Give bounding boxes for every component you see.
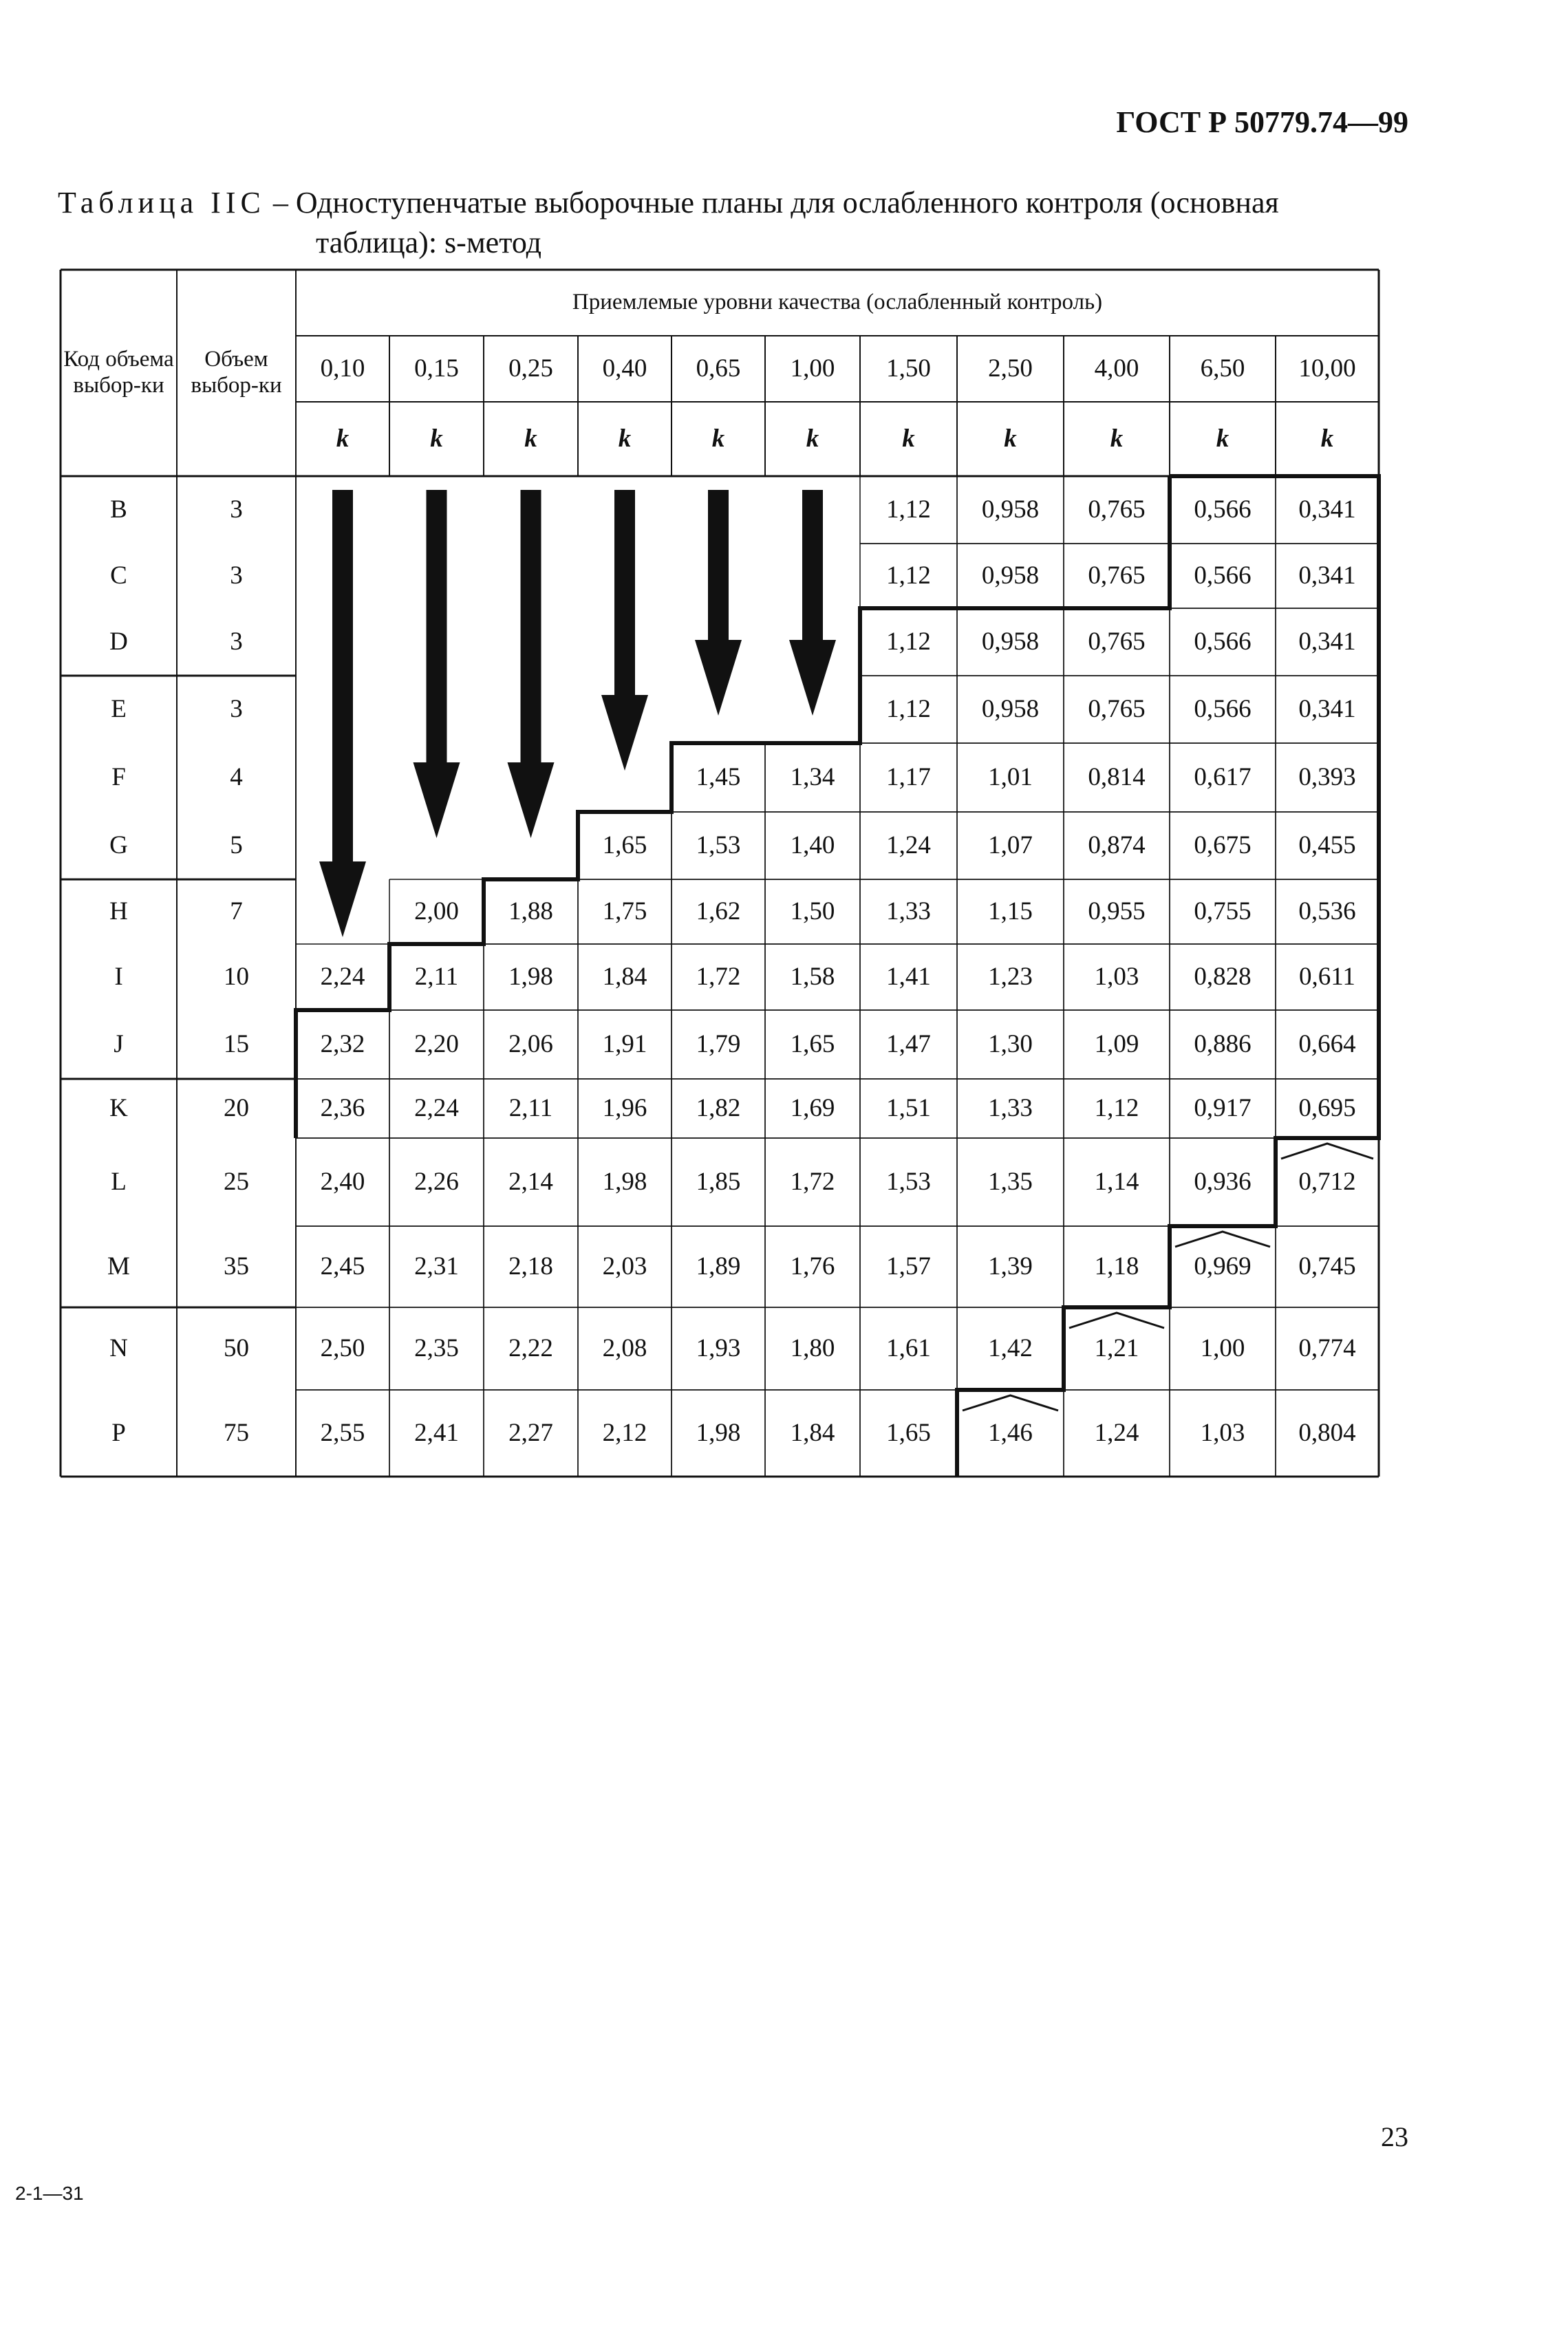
k-value: 2,24: [414, 1093, 459, 1122]
k-value: 0,712: [1298, 1167, 1356, 1196]
row-sample-size: 50: [224, 1333, 249, 1362]
k-value: 0,566: [1194, 495, 1252, 524]
row-sample-size: 20: [224, 1093, 249, 1122]
down-arrow-head: [508, 762, 555, 838]
k-value: 1,93: [696, 1333, 741, 1362]
k-value: 1,50: [790, 897, 835, 925]
row-code: G: [109, 830, 128, 859]
k-value: 1,98: [696, 1418, 741, 1447]
row-code: P: [111, 1418, 126, 1447]
k-value: 2,22: [508, 1333, 553, 1362]
aql-header: 0,10: [320, 354, 365, 383]
k-value: 0,341: [1298, 694, 1356, 723]
k-value: 0,566: [1194, 561, 1252, 590]
row-code: J: [114, 1029, 124, 1058]
k-header: k: [336, 424, 350, 453]
aql-header: 0,40: [602, 354, 647, 383]
k-value: 2,18: [508, 1252, 553, 1280]
k-value: 1,51: [886, 1093, 931, 1122]
k-header: k: [430, 424, 443, 453]
k-value: 0,611: [1299, 962, 1355, 991]
page-number: 23: [1381, 2121, 1408, 2152]
row-code: M: [107, 1252, 130, 1280]
row-code: B: [110, 495, 127, 524]
k-value: 1,75: [602, 897, 647, 925]
k-value: 0,955: [1088, 897, 1146, 925]
k-value: 2,03: [602, 1252, 647, 1280]
k-value: 1,88: [508, 897, 553, 925]
down-arrow-shaft: [521, 490, 541, 762]
k-value: 1,65: [790, 1029, 835, 1058]
row-code: L: [111, 1167, 127, 1196]
print-signature: 2-1—31: [15, 2183, 84, 2204]
row-sample-size: 7: [230, 897, 243, 925]
k-value: 1,12: [886, 561, 931, 590]
k-value: 0,745: [1298, 1252, 1356, 1280]
k-value: 0,765: [1088, 627, 1146, 656]
k-value: 1,18: [1094, 1252, 1139, 1280]
k-value: 1,40: [790, 830, 835, 859]
k-value: 0,917: [1194, 1093, 1252, 1122]
k-value: 0,804: [1298, 1418, 1356, 1447]
k-value: 1,98: [508, 962, 553, 991]
down-arrow-head: [789, 640, 836, 716]
k-value: 2,31: [414, 1252, 459, 1280]
k-value: 2,32: [320, 1029, 365, 1058]
k-value: 1,84: [790, 1418, 835, 1447]
down-arrow-shaft: [332, 490, 353, 861]
k-value: 2,27: [508, 1418, 553, 1447]
k-value: 0,675: [1194, 830, 1252, 859]
k-value: 1,91: [602, 1029, 647, 1058]
k-value: 1,62: [696, 897, 741, 925]
k-header: k: [1004, 424, 1017, 453]
header-sample-size: Объем выбор-ки: [191, 347, 282, 398]
k-value: 2,12: [602, 1418, 647, 1447]
standard-number: ГОСТ Р 50779.74—99: [1116, 105, 1408, 139]
row-sample-size: 3: [230, 561, 243, 590]
down-arrow-shaft: [708, 490, 729, 640]
k-value: 1,00: [1200, 1333, 1245, 1362]
k-value: 1,82: [696, 1093, 741, 1122]
k-value: 0,341: [1298, 627, 1356, 656]
k-value: 1,30: [988, 1029, 1033, 1058]
k-value: 1,45: [696, 762, 741, 791]
k-value: 1,85: [696, 1167, 741, 1196]
k-value: 1,03: [1094, 962, 1139, 991]
k-value: 0,455: [1298, 830, 1356, 859]
k-value: 0,536: [1298, 897, 1356, 925]
k-value: 1,89: [696, 1252, 741, 1280]
aql-header: 1,50: [886, 354, 931, 383]
row-sample-size: 3: [230, 627, 243, 656]
k-value: 1,72: [790, 1167, 835, 1196]
k-value: 1,84: [602, 962, 647, 991]
k-value: 1,76: [790, 1252, 835, 1280]
k-value: 0,765: [1088, 495, 1146, 524]
row-code: E: [111, 694, 127, 723]
k-value: 0,393: [1298, 762, 1356, 791]
k-value: 0,617: [1194, 762, 1252, 791]
k-value: 1,79: [696, 1029, 741, 1058]
k-value: 2,20: [414, 1029, 459, 1058]
down-arrow-head: [414, 762, 460, 838]
k-value: 2,55: [320, 1418, 365, 1447]
k-value: 1,72: [696, 962, 741, 991]
k-value: 1,03: [1200, 1418, 1245, 1447]
k-value: 1,33: [886, 897, 931, 925]
aql-header: 10,00: [1298, 354, 1356, 383]
k-value: 2,41: [414, 1418, 459, 1447]
k-value: 1,17: [886, 762, 931, 791]
k-value: 1,24: [1094, 1418, 1139, 1447]
k-value: 2,11: [508, 1093, 553, 1122]
k-value: 0,765: [1088, 561, 1146, 590]
k-value: 0,886: [1194, 1029, 1252, 1058]
k-value: 1,23: [988, 962, 1033, 991]
k-value: 1,47: [886, 1029, 931, 1058]
down-arrow-shaft: [614, 490, 635, 695]
k-value: 2,26: [414, 1167, 459, 1196]
k-header: k: [806, 424, 819, 453]
k-value: 1,42: [988, 1333, 1033, 1362]
k-value: 2,11: [414, 962, 459, 991]
k-value: 1,96: [602, 1093, 647, 1122]
k-value: 1,01: [988, 762, 1033, 791]
k-value: 2,36: [320, 1093, 365, 1122]
row-sample-size: 3: [230, 495, 243, 524]
k-value: 1,15: [988, 897, 1033, 925]
k-value: 2,00: [414, 897, 459, 925]
header-aql-group: Приемлемые уровни качества (ослабленный контроль): [572, 290, 1103, 315]
k-value: 0,695: [1298, 1093, 1356, 1122]
k-value: 0,755: [1194, 897, 1252, 925]
aql-header: 0,65: [696, 354, 741, 383]
k-value: 0,566: [1194, 694, 1252, 723]
row-sample-size: 5: [230, 830, 243, 859]
k-value: 1,69: [790, 1093, 835, 1122]
k-header: k: [902, 424, 915, 453]
row-code: H: [109, 897, 128, 925]
row-code: K: [109, 1093, 128, 1122]
k-value: 2,24: [320, 962, 365, 991]
k-value: 1,12: [1094, 1093, 1139, 1122]
row-code: D: [109, 627, 128, 656]
k-value: 0,774: [1298, 1333, 1356, 1362]
k-value: 1,09: [1094, 1029, 1139, 1058]
k-value: 1,35: [988, 1167, 1033, 1196]
table-caption-text: – Одноступенчатые выборочные планы для ослабленного контроля (основная: [272, 186, 1279, 219]
aql-header: 4,00: [1094, 354, 1139, 383]
k-value: 0,566: [1194, 627, 1252, 656]
k-header: k: [1216, 424, 1229, 453]
k-value: 2,50: [320, 1333, 365, 1362]
k-value: 1,61: [886, 1333, 931, 1362]
k-value: 1,12: [886, 495, 931, 524]
k-value: 0,874: [1088, 830, 1146, 859]
k-value: 2,40: [320, 1167, 365, 1196]
k-value: 0,341: [1298, 495, 1356, 524]
row-code: I: [114, 962, 123, 991]
row-code: N: [109, 1333, 128, 1362]
k-value: 0,958: [981, 495, 1040, 524]
k-value: 1,53: [886, 1167, 931, 1196]
table-caption-text-line2: таблица): s-метод: [316, 226, 541, 259]
k-header: k: [711, 424, 725, 453]
row-sample-size: 25: [224, 1167, 249, 1196]
k-value: 1,65: [602, 830, 647, 859]
k-header: k: [1320, 424, 1334, 453]
k-value: 0,936: [1194, 1167, 1252, 1196]
row-sample-size: 3: [230, 694, 243, 723]
k-value: 1,33: [988, 1093, 1033, 1122]
aql-header: 1,00: [790, 354, 835, 383]
k-value: 0,765: [1088, 694, 1146, 723]
k-value: 1,12: [886, 694, 931, 723]
k-value: 2,06: [508, 1029, 553, 1058]
row-sample-size: 15: [224, 1029, 249, 1058]
k-value: 2,35: [414, 1333, 459, 1362]
k-value: 1,07: [988, 830, 1033, 859]
row-sample-size: 4: [230, 762, 243, 791]
k-header: k: [1110, 424, 1124, 453]
aql-header: 2,50: [988, 354, 1033, 383]
k-value: 0,664: [1298, 1029, 1356, 1058]
table-label: Таблица IIC: [58, 186, 266, 219]
k-value: 1,57: [886, 1252, 931, 1280]
k-value: 1,65: [886, 1418, 931, 1447]
k-header: k: [524, 424, 537, 453]
k-value: 1,98: [602, 1167, 647, 1196]
row-code: F: [111, 762, 126, 791]
down-arrow-shaft: [802, 490, 823, 640]
k-value: 0,958: [981, 561, 1040, 590]
k-value: 0,341: [1298, 561, 1356, 590]
k-value: 2,14: [508, 1167, 553, 1196]
header-sample-code: Код объема выбор-ки: [63, 347, 174, 398]
k-value: 1,12: [886, 627, 931, 656]
k-value: 1,58: [790, 962, 835, 991]
down-arrow-head: [601, 695, 648, 771]
row-sample-size: 35: [224, 1252, 249, 1280]
aql-header: 0,15: [414, 354, 459, 383]
k-value: 1,41: [886, 962, 931, 991]
k-value: 1,80: [790, 1333, 835, 1362]
aql-header: 6,50: [1200, 354, 1245, 383]
row-sample-size: 10: [224, 962, 249, 991]
k-value: 1,46: [988, 1418, 1033, 1447]
k-value: 0,828: [1194, 962, 1252, 991]
k-value: 2,08: [602, 1333, 647, 1362]
k-value: 1,21: [1094, 1333, 1139, 1362]
k-value: 0,814: [1088, 762, 1146, 791]
k-value: 1,14: [1094, 1167, 1139, 1196]
k-value: 0,958: [981, 694, 1040, 723]
row-sample-size: 75: [224, 1418, 249, 1447]
k-value: 1,39: [988, 1252, 1033, 1280]
k-value: 1,24: [886, 830, 931, 859]
k-header: k: [618, 424, 632, 453]
k-value: 1,53: [696, 830, 741, 859]
aql-header: 0,25: [508, 354, 553, 383]
down-arrow-shaft: [427, 490, 447, 762]
k-value: 1,34: [790, 762, 835, 791]
k-value: 2,45: [320, 1252, 365, 1280]
row-code: C: [110, 561, 127, 590]
down-arrow-head: [695, 640, 742, 716]
k-value: 0,969: [1194, 1252, 1252, 1280]
k-value: 0,958: [981, 627, 1040, 656]
down-arrow-head: [319, 861, 366, 937]
